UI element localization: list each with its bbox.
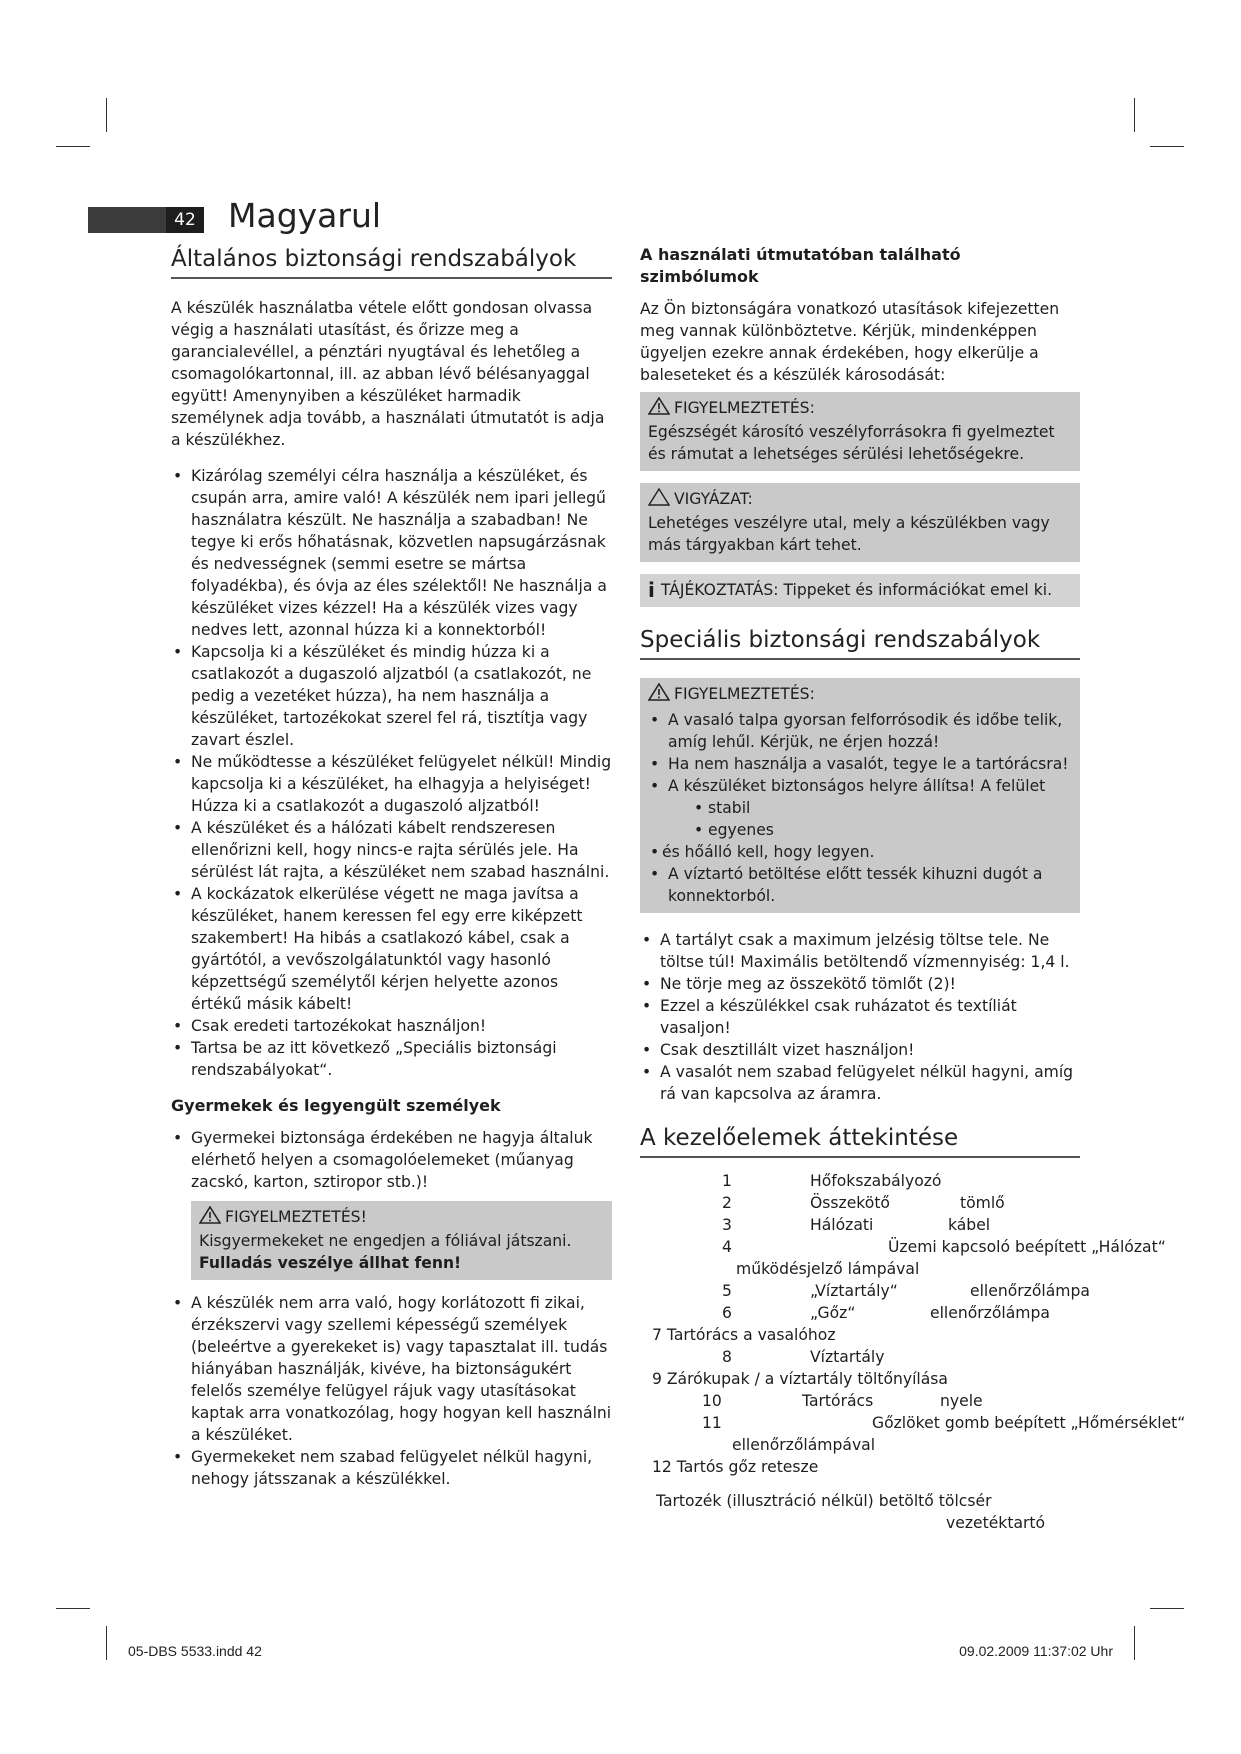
symbol-box-info [640,574,1080,607]
list-item: • A kockázatok elkerülése végett ne maga javítsa a készüléket, hanem keressen fel egy erre kiképzett szakembert! Ha hibás a csatlakozó kábel, csak a gyártótól, a vevőszolgálatunktól vagy hasonló képzettségű személytől kérjen helyette azonos értékű másik kábelt! [171,883,612,1015]
list-item: • A készüléket biztonságos helyre állítsa! A felület [648,775,1072,797]
crop-mark [106,1626,107,1660]
crop-mark [1134,1626,1135,1660]
header-bar [88,207,166,233]
control-item: 8 Víztartály [722,1348,885,1366]
control-item: 7 Tartórács a vasalóhoz [652,1326,836,1344]
list-item: • A készüléket és a hálózati kábelt rendszeresen ellenőrizni kell, hogy nincs-e rajta sérülés jele. Ha sérülést lát rajta, a készüléket nem szabad használni. [171,817,612,883]
controls-list [640,1170,1186,1534]
list-item: • A készülék nem arra való, hogy korlátozott fi zikai, érzékszervi vagy szellemi képességű személyek (beleértve a gyerekeket is) vagy tapasztalat ill. tudás hiányában használják, kivéve, ha biztonságukért felelős személye felügyel rájuk vagy utasításokat kaptak arra vonatkozólag, hogy hogyan kell használni a készüléket. [171,1292,612,1446]
list-item: • A víztartó betöltése előtt tessék kihuzni dugót a konnektorból. [648,863,1072,907]
accessory-item: Tartozék (illusztráció nélkül) betöltő tölcsér [656,1492,992,1510]
list-item: • Kapcsolja ki a készüléket és mindig húzza ki a csatlakozót a dugaszoló aljzatból (a csatlakozót, ne pedig a vezetéket húzza), ha nem használja a készüléket, tartozékokat szerel fel rá, tisztítja vagy zavart észlel. [171,641,612,751]
list-item: • stabil [672,797,1072,819]
list-item: • A vasalót nem szabad felügyelet nélkül hagyni, amíg rá van kapcsolva az áramra. [640,1061,1080,1105]
symbol-box-warning [640,392,1080,471]
intro-paragraph: A készülék használatba vétele előtt gondosan olvassa végig a használati utasítást, és őrizze meg a garancialevéllel, a pénztári nyugtával és lehetőleg a csomagolókartonnal, ill. az abban lévő bélésanyaggal együtt! Amenynyiben a készüléket harmadik személynek adja tovább, a használati útmutatót is adja a készülékhez. [171,299,605,449]
accessory-item: vezetéktartó [946,1514,1046,1532]
crop-mark [106,98,107,132]
symbol-text: Egészségét károsító veszélyforrásokra fi gyelmeztet és rámutat a lehetséges sérülési lehetőségekre. [648,423,1055,463]
control-item: 5 „Víztartály“ ellenőrzőlámpa [722,1282,1090,1300]
info-icon: i [648,578,655,602]
list-item: • Csak desztillált vizet használjon! [640,1039,1080,1061]
warning-bold-text: Fulladás veszélye állhat fenn! [199,1254,462,1272]
page-language-title: Magyarul [228,196,382,235]
crop-mark [1150,146,1184,147]
footer-file: 05-DBS 5533.indd 42 [128,1643,262,1659]
control-item: ellenőrzőlámpával [732,1436,876,1454]
special-warning-list [648,709,1072,797]
surface-list [672,797,1072,841]
symbols-intro: Az Ön biztonságára vonatkozó utasítások kifejezetten meg vannak különböztetve. Kérjük, mindenképpen ügyeljen ezekre annak érdekében, hogy elkerülje a baleseteket és a készülék károsodását: [640,300,1060,384]
left-column [171,244,612,1504]
symbol-box-caution [640,483,1080,562]
control-item: 6 „Gőz“ ellenőrzőlámpa [722,1304,1050,1322]
safety-list [171,465,612,1081]
page-number: 42 [166,207,204,233]
symbol-text: Tippeket és információkat emel ki. [783,581,1053,599]
control-item: 11 Gőzlöket gomb beépített „Hőmérséklet“ [702,1414,1186,1432]
warning-triangle-icon [199,1206,221,1230]
control-item: 1 Hőfokszabályozó [722,1172,942,1190]
list-item: • A vasaló talpa gyorsan felforrósodik és időbe telik, amíg lehűl. Kérjük, ne érjen hozzá! [648,709,1072,753]
list-item: • és hőálló kell, hogy legyen. [648,841,1072,863]
section-title-controls: A kezelőelemek áttekintése [640,1123,1080,1158]
special-warning-box [640,678,1080,913]
special-warning-label: FIGYELMEZTETÉS: [674,685,815,703]
list-item: • Ne törje meg az összekötő tömlőt (2)! [640,973,1080,995]
warning-box [191,1201,612,1280]
list-item: • Ha nem használja a vasalót, tegye le a tartórácsra! [648,753,1072,775]
list-item: • A tartályt csak a maximum jelzésig töltse tele. Ne töltse túl! Maximális betöltendő vízmennyiség: 1,4 l. [640,929,1080,973]
crop-mark [56,146,90,147]
list-item: • Ne működtesse a készüléket felügyelet nélkül! Mindig kapcsolja ki a készüléket, ha elhagyja a helyiséget! Húzza ki a csatlakozót a dugaszoló aljzatból! [171,751,612,817]
caution-triangle-icon [648,488,670,512]
list-item: • Gyermekeket nem szabad felügyelet nélkül hagyni, nehogy játsszanak a készülékkel. [171,1446,612,1490]
symbol-label: VIGYÁZAT: [674,490,753,508]
control-item: 9 Zárókupak / a víztartály töltőnyílása [652,1370,948,1388]
section-title-special-safety: Speciális biztonsági rendszabályok [640,625,1080,660]
list-item: • Tartsa be az itt következő „Speciális biztonsági rendszabályokat“. [171,1037,612,1081]
usage-list [640,929,1080,1105]
control-item: 2 Összekötő tömlő [722,1194,1005,1212]
right-column [640,244,1186,1534]
symbol-text: Lehetéges veszélyre utal, mely a készülékben vagy más tárgyakban kárt tehet. [648,514,1050,554]
crop-mark [1134,98,1135,132]
symbols-heading: A használati útmutatóban található szimbólumok [640,245,961,286]
list-item: • Csak eredeti tartozékokat használjon! [171,1015,612,1037]
special-tail-list [648,841,1072,907]
capability-list [171,1292,612,1490]
warning-label: FIGYELMEZTETÉS! [225,1208,367,1226]
list-item: • egyenes [672,819,1072,841]
crop-mark [1150,1608,1184,1609]
control-item: 12 Tartós gőz retesze [652,1458,819,1476]
list-item: • Ezzel a készülékkel csak ruházatot és textíliát vasaljon! [640,995,1080,1039]
children-list [171,1127,612,1193]
control-item: 3 Hálózati kábel [722,1216,991,1234]
symbol-label: TÁJÉKOZTATÁS: [660,581,779,599]
control-item: működésjelző lámpával [736,1260,920,1278]
symbol-label: FIGYELMEZTETÉS: [674,399,815,417]
list-item: • Gyermekei biztonsága érdekében ne hagyja általuk elérhető helyen a csomagolóelemeket (műanyag zacskó, karton, sztiropor stb.)! [171,1127,612,1193]
warning-triangle-icon [648,683,670,707]
children-heading: Gyermekek és legyengült személyek [171,1096,501,1115]
footer-datetime: 09.02.2009 11:37:02 Uhr [959,1643,1113,1659]
list-item: • Kizárólag személyi célra használja a készüléket, és csupán arra, amire való! A készülék nem ipari jellegű használatra készült. Ne használja a szabadban! Ne tegye ki erős hőhatásnak, közvetlen napsugárzásnak és nedvességnek (semmi esetre se mártsa folyadékba), és óvja az éles szélektől! Ne használja a készüléket vizes kézzel! Ha a készülék vizes vagy nedves lett, azonnal húzza ki a konnektorból! [171,465,612,641]
control-item: 10 Tartórács nyele [702,1392,983,1410]
warning-triangle-icon [648,397,670,421]
crop-mark [56,1608,90,1609]
control-item: 4 Üzemi kapcsoló beépített „Hálózat“ [722,1238,1166,1256]
section-title-general-safety: Általános biztonsági rendszabályok [171,244,612,279]
warning-text: Kisgyermekeket ne engedjen a fóliával játszani. [199,1232,572,1250]
